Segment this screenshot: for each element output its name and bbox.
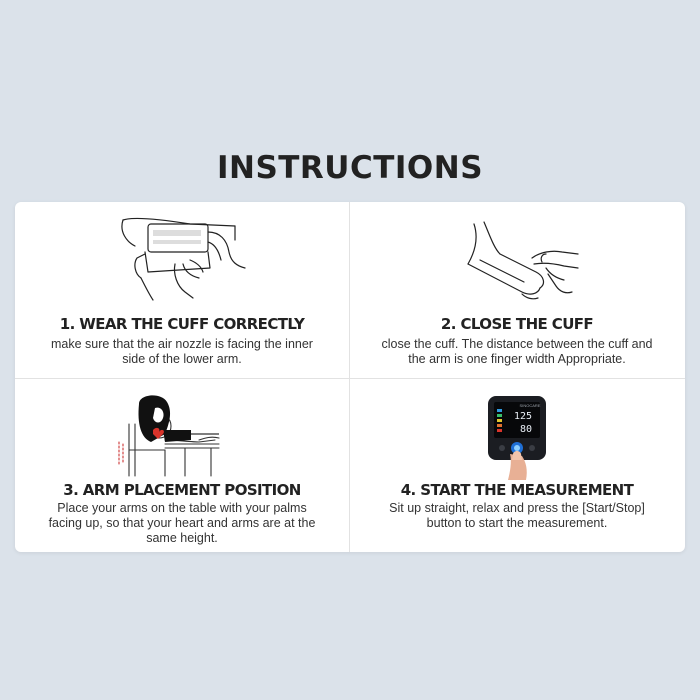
- step-2: [350, 202, 684, 378]
- diastolic-reading: 80: [519, 424, 532, 435]
- step-title: 2. CLOSE THE CUFF: [440, 315, 594, 333]
- step-title: 4. START THE MEASUREMENT: [400, 481, 634, 499]
- instructions-card: [15, 202, 685, 552]
- step-description: close the cuff. The distance between the cuff and the arm is one finger width Appropriate.: [381, 337, 653, 366]
- device-brand: SINOCARE: [519, 403, 541, 408]
- step-description: Sit up straight, relax and press the [Start/Stop] button to start the measurement.: [389, 501, 645, 530]
- step-4: [350, 379, 684, 552]
- seated-person-icon: [15, 379, 349, 489]
- step-description: make sure that the air nozzle is facing the inner side of the lower arm.: [51, 337, 313, 366]
- cuff-on-arm-icon: [15, 202, 349, 312]
- page-title: INSTRUCTIONS: [216, 150, 484, 186]
- step-title: 3. ARM PLACEMENT POSITION: [63, 481, 301, 499]
- systolic-reading: 125: [513, 411, 532, 422]
- blood-pressure-monitor-icon: [350, 379, 684, 489]
- step-description: Place your arms on the table with your palms facing up, so that your heart and arms are at the same height.: [48, 501, 316, 545]
- step-3: [15, 379, 349, 552]
- closing-cuff-icon: [350, 202, 684, 312]
- step-1: [15, 202, 349, 378]
- step-title: 1. WEAR THE CUFF CORRECTLY: [59, 315, 305, 333]
